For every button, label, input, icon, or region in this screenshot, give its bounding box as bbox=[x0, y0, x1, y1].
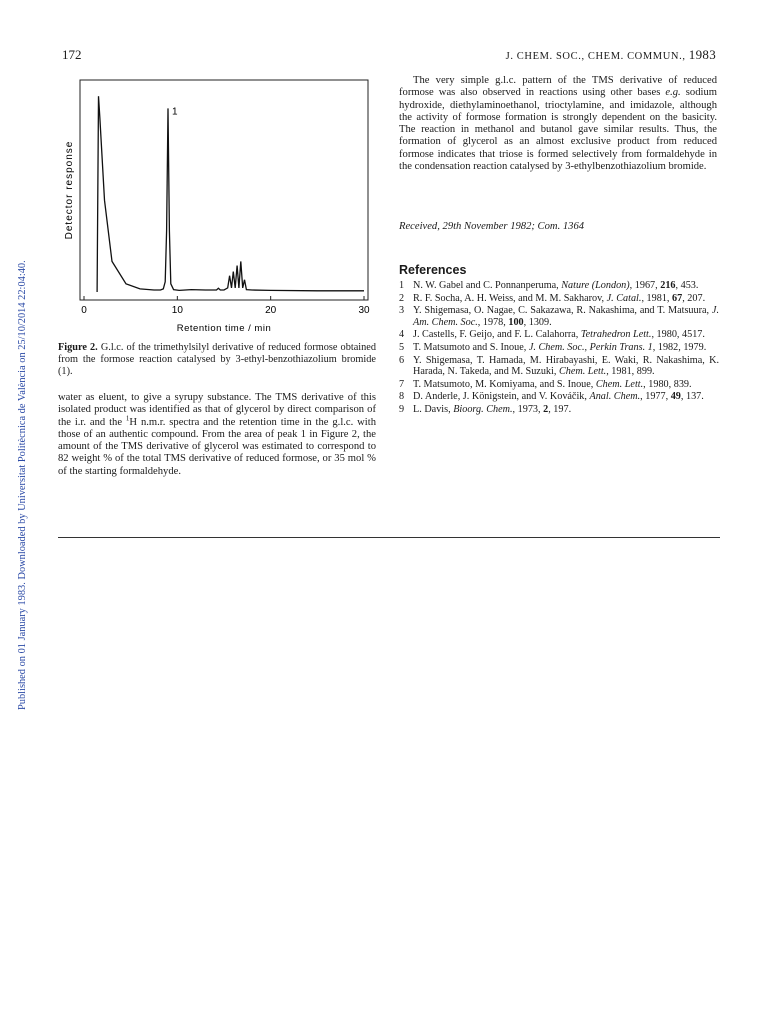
journal-year: 1983 bbox=[688, 47, 716, 62]
reference-item bbox=[399, 379, 719, 391]
reference-number: 6 bbox=[399, 354, 405, 366]
reference-item bbox=[399, 329, 719, 341]
reference-number: 7 bbox=[399, 378, 405, 390]
reference-item bbox=[399, 404, 719, 416]
reference-journal: Bioorg. Chem. bbox=[453, 403, 513, 415]
reference-number: 5 bbox=[399, 341, 405, 353]
x-tick-label: 0 bbox=[81, 305, 87, 316]
reference-pages: , 1309. bbox=[523, 316, 552, 328]
references-list bbox=[399, 280, 719, 417]
x-tick-label: 30 bbox=[358, 305, 370, 316]
reference-authors: J. Castells, F. Geijo, and F. L. Calahorra, bbox=[413, 329, 581, 341]
journal-name: J. CHEM. SOC., CHEM. COMMUN., bbox=[505, 51, 686, 62]
reference-pages: , 453. bbox=[675, 280, 699, 291]
reference-year: , 1967, bbox=[629, 280, 661, 291]
right-para-text-a: The very simple g.l.c. pattern of the TMS derivative of reduced formose was also observed in reactions using other bases bbox=[399, 75, 717, 99]
left-para-text-a: water as eluent, to give a syrupy substance. The TMS derivative of this isolated product was identified as that of glycerol by direct comparison of the i.r. and the bbox=[58, 392, 376, 428]
reference-authors: R. F. Socha, A. H. Weiss, and M. M. Sakharov, bbox=[413, 292, 607, 304]
reference-item bbox=[399, 355, 719, 378]
reference-item bbox=[399, 305, 719, 328]
reference-pages: , 197. bbox=[548, 403, 572, 415]
reference-volume: 100 bbox=[508, 316, 524, 328]
reference-journal: J. Catal. bbox=[606, 292, 642, 304]
reference-pages: , 137. bbox=[680, 391, 704, 403]
reference-item bbox=[399, 280, 719, 292]
reference-authors: Y. Shigemasa, T. Hamada, M. Hirabayashi, E. Waki, R. Nakashima, K. Harada, N. Takeda, and M. Suzuki, bbox=[413, 354, 719, 378]
publication-notice: Published on 01 January 1983. Downloaded by Universitat Politècnica de València on 25/10/2014 22:04:40. bbox=[17, 260, 28, 710]
reference-number: 9 bbox=[399, 403, 405, 415]
side-note bbox=[3, 150, 28, 710]
received-date: Received, 29th November 1982; Com. 1364 bbox=[399, 221, 585, 232]
reference-year: , 1981, 899. bbox=[606, 366, 655, 378]
reference-number: 4 bbox=[399, 329, 405, 341]
reference-authors: N. W. Gabel and C. Ponnanperuma, bbox=[413, 280, 562, 291]
x-ticks bbox=[81, 296, 370, 316]
x-tick-label: 10 bbox=[171, 305, 183, 316]
reference-journal: J. Chem. Soc., Perkin Trans. 1 bbox=[528, 341, 653, 353]
reference-item bbox=[399, 293, 719, 305]
reference-volume: 67 bbox=[672, 292, 683, 304]
left-para-text-b: H n.m.r. spectra and the retention time in the g.l.c. with those of an authentic compound. From the area of peak 1 in Figure 2, the amount of the TMS derivative of glycerol was estimated to correspond to 82 weight % of the total TMS derivative of reduced formose, or 35 mol % of the starting formaldehyde. bbox=[58, 416, 376, 477]
reference-volume: 216 bbox=[660, 280, 676, 291]
reference-number: 8 bbox=[399, 391, 405, 403]
reference-volume: 2 bbox=[543, 403, 549, 415]
reference-number: 2 bbox=[399, 292, 405, 304]
reference-year: , 1973, bbox=[512, 403, 544, 415]
references-heading: References bbox=[399, 263, 467, 277]
x-tick-label: 20 bbox=[265, 305, 277, 316]
plot-frame bbox=[80, 80, 368, 300]
reference-year: , 1978, bbox=[477, 316, 509, 328]
reference-authors: T. Matsumoto, M. Komiyama, and S. Inoue, bbox=[413, 378, 596, 390]
reference-journal: J. Am. Chem. Soc. bbox=[413, 305, 719, 328]
figure-caption bbox=[58, 342, 376, 377]
reference-year: , 1981, bbox=[641, 292, 672, 304]
reference-volume: 49 bbox=[670, 391, 681, 403]
reference-year: , 1977, bbox=[640, 391, 671, 403]
right-para-text-b: sodium hydroxide, diethylaminoethanol, trioctylamine, and imidazole, although the activity of formose formation is strongly dependent on the basicity. The reaction in methanol and butanol gave similar results. Thus, the formation of glycerol as an almost exclusive product from reduced formose indicates that triose is formed selectively from formaldehyde in the condensation reaction catalysed by 3-ethylbenzothiazolium bromide. bbox=[399, 87, 717, 173]
reference-authors: L. Davis, bbox=[413, 403, 454, 415]
reference-journal: Anal. Chem. bbox=[589, 391, 641, 403]
eg-italic: e.g. bbox=[665, 87, 681, 99]
bottom-rule bbox=[58, 537, 720, 538]
reference-number: 3 bbox=[399, 305, 405, 317]
reference-journal: Nature (London) bbox=[561, 280, 630, 291]
caption-text: G.l.c. of the trimethylsilyl derivative of reduced formose obtained from the formose reaction catalysed by 3-ethyl-benzothiazolium bromide (1). bbox=[58, 342, 377, 377]
reference-item bbox=[399, 342, 719, 354]
reference-journal: Chem. Lett. bbox=[595, 378, 644, 390]
reference-authors: D. Anderle, J. Königstein, and V. Kováčik, bbox=[413, 391, 590, 403]
reference-authors: T. Matsumoto and S. Inoue, bbox=[413, 341, 529, 353]
reference-authors: Y. Shigemasa, O. Nagae, C. Sakazawa, R. Nakashima, and T. Matsuura, bbox=[413, 305, 712, 317]
reference-year: , 1982, 1979. bbox=[652, 341, 707, 353]
journal-header bbox=[506, 47, 716, 63]
gc-trace bbox=[97, 96, 364, 292]
body-text-left bbox=[58, 392, 376, 478]
chromatogram-chart bbox=[58, 70, 376, 338]
reference-pages: , 207. bbox=[682, 292, 706, 304]
reference-year: , 1980, 4517. bbox=[651, 329, 705, 341]
page-number: 172 bbox=[62, 47, 82, 62]
reference-number: 1 bbox=[399, 280, 405, 291]
reference-item bbox=[399, 391, 719, 403]
figure-2 bbox=[58, 70, 376, 338]
reference-journal: Chem. Lett. bbox=[558, 366, 607, 378]
body-text-right bbox=[399, 75, 717, 173]
reference-journal: Tetrahedron Lett. bbox=[580, 329, 652, 341]
caption-label: Figure 2. bbox=[58, 342, 98, 353]
y-axis-label: Detector response bbox=[64, 140, 75, 240]
peak-1-label: 1 bbox=[172, 106, 178, 118]
x-axis-label: Retention time / min bbox=[176, 323, 272, 334]
reference-year: , 1980, 839. bbox=[643, 378, 692, 390]
superscript: 1 bbox=[125, 414, 130, 423]
